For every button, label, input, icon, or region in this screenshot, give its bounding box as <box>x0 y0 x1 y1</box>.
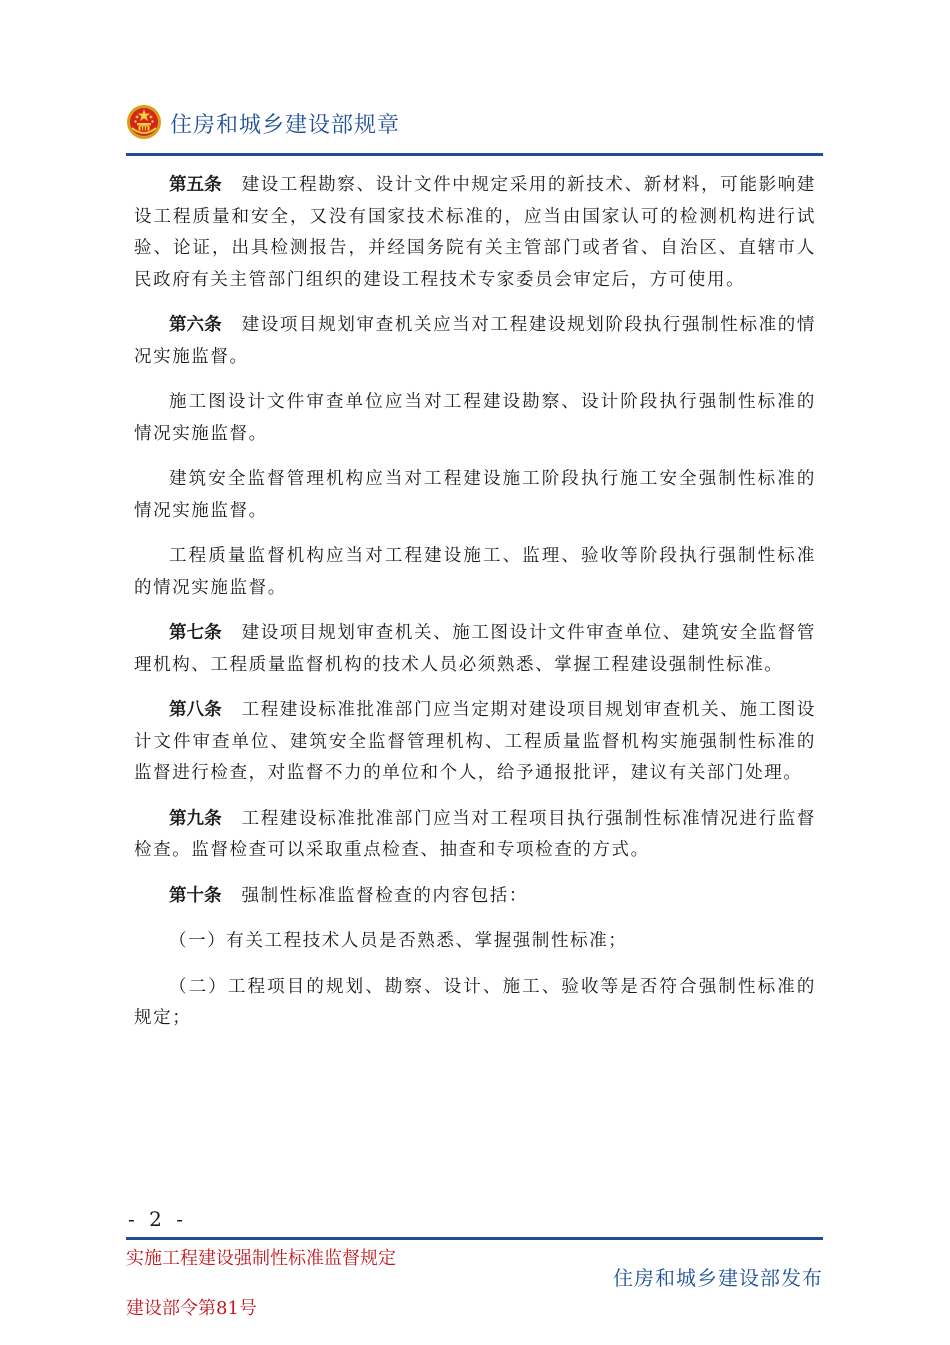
body-paragraph <box>134 972 816 1035</box>
paragraph-text: 建筑安全监督管理机构应当对工程建设施工阶段执行施工安全强制性标准的情况实施监督。 <box>134 469 816 521</box>
article-number: 第八条 <box>169 700 222 720</box>
paragraph-text: 工程建设标准批准部门应当对工程项目执行强制性标准情况进行监督检查。监督检查可以采取重点检查、抽查和专项检查的方式。 <box>134 808 816 860</box>
national-emblem-icon <box>126 104 162 140</box>
paragraph-text: 工程建设标准批准部门应当定期对建设项目规划审查机关、施工图设计文件审查单位、建筑安全监督管理机构、工程质量监督机构实施强制性标准的监督进行检查，对监督不力的单位和个人，给予通报批评，建议有关部门处理。 <box>134 700 816 783</box>
body-paragraph <box>134 464 816 527</box>
body-paragraph <box>134 926 816 958</box>
body-paragraph <box>134 387 816 450</box>
paragraph-text: 建设项目规划审查机关应当对工程建设规划阶段执行强制性标准的情况实施监督。 <box>134 315 816 367</box>
paragraph-text: 建设项目规划审查机关、施工图设计文件审查单位、建筑安全监督管理机构、工程质量监督机构的技术人员必须熟悉、掌握工程建设强制性标准。 <box>134 623 816 675</box>
body-paragraph <box>134 541 816 604</box>
article-paragraph <box>134 170 816 296</box>
paragraph-text: （一）有关工程技术人员是否熟悉、掌握强制性标准； <box>169 931 628 951</box>
footer-publisher: 住房和城乡建设部发布 <box>613 1266 823 1290</box>
document-body <box>134 170 816 1049</box>
article-number: 第五条 <box>169 175 222 195</box>
article-paragraph <box>134 618 816 681</box>
header-divider <box>126 153 823 156</box>
footer-document-number: 建设部令第81号 <box>126 1298 257 1319</box>
footer-divider <box>126 1237 823 1240</box>
footer-document-title: 实施工程建设强制性标准监督规定 <box>126 1248 396 1269</box>
article-paragraph <box>134 881 816 913</box>
paragraph-text: 强制性标准监督检查的内容包括： <box>241 885 528 906</box>
paragraph-text: 建设工程勘察、设计文件中规定采用的新技术、新材料，可能影响建设工程质量和安全，又没有国家技术标准的，应当由国家认可的检测机构进行试验、论证，出具检测报告，并经国务院有关主管部门或者省、自治区、直辖市人民政府有关主管部门组织的建设工程技术专家委员会审定后，方可使用。 <box>134 175 816 290</box>
header-title: 住房和城乡建设部规章 <box>170 113 401 138</box>
article-paragraph <box>134 695 816 790</box>
article-number: 第九条 <box>169 808 222 829</box>
paragraph-text: 工程质量监督机构应当对工程建设施工、监理、验收等阶段执行强制性标准的情况实施监督。 <box>134 546 816 598</box>
article-number: 第七条 <box>169 623 222 643</box>
paragraph-text: （二）工程项目的规划、勘察、设计、施工、验收等是否符合强制性标准的规定； <box>134 976 816 1028</box>
paragraph-text: 施工图设计文件审查单位应当对工程建设勘察、设计阶段执行强制性标准的情况实施监督。 <box>134 392 816 444</box>
article-paragraph <box>134 804 816 867</box>
article-number: 第十条 <box>169 885 222 906</box>
page-header <box>126 102 823 146</box>
page-number: - 2 - <box>128 1207 187 1231</box>
article-paragraph <box>134 310 816 373</box>
article-number: 第六条 <box>169 315 222 335</box>
